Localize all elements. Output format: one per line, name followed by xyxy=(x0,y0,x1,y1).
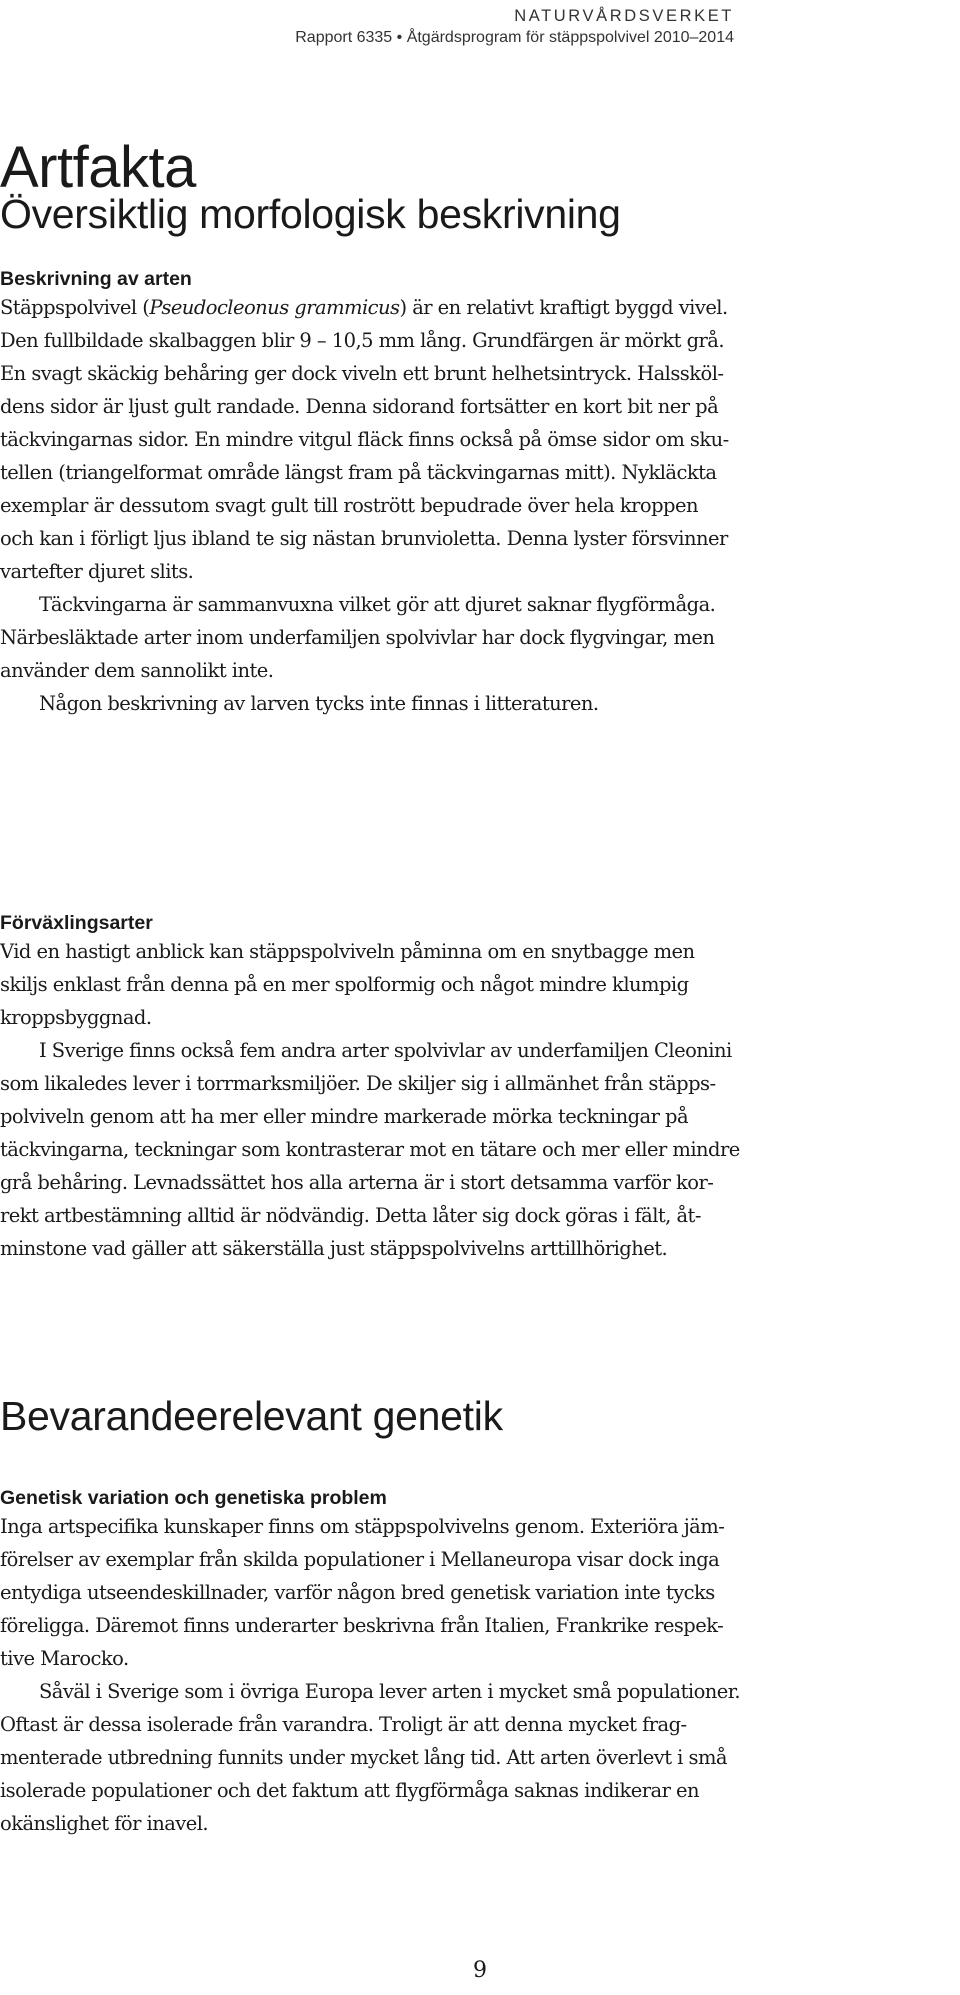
section-heading-morphology: Översiktlig morfologisk beskrivning xyxy=(0,191,621,237)
text-line: använder dem sannolikt inte. xyxy=(0,659,274,682)
text-line: tive Marocko. xyxy=(0,1647,129,1670)
text-line: grå behåring. Levnadssättet hos alla arterna är i stort detsamma varför kor- xyxy=(0,1171,714,1194)
paragraph xyxy=(0,1034,960,1067)
subsection-heading-genetic-variation: Genetisk variation och genetiska problem xyxy=(0,1487,387,1509)
paragraph-continuation xyxy=(0,621,960,687)
subsection-heading-confusion-species: Förväxlingsarter xyxy=(0,912,153,934)
paragraph xyxy=(0,1675,960,1708)
text-line: rekt artbestämning alltid är nödvändig. Detta låter sig dock göras i fält, åt- xyxy=(0,1204,701,1227)
text-line: entydiga utseendeskillnader, varför någon bred genetisk variation inte tycks xyxy=(0,1581,715,1604)
text-line: menterade utbredning funnits under mycket lång tid. Att arten överlevt i små xyxy=(0,1746,727,1769)
text-line: förelser av exemplar från skilda populationer i Mellaneuropa visar dock inga xyxy=(0,1548,720,1571)
text-line: vartefter djuret slits. xyxy=(0,560,194,583)
subsection-heading-description: Beskrivning av arten xyxy=(0,268,192,290)
text-line: Oftast är dessa isolerade från varandra. Troligt är att denna mycket frag- xyxy=(0,1713,687,1736)
text-line: täckvingarnas sidor. En mindre vitgul fläck finns också på ömse sidor om sku- xyxy=(0,428,729,451)
paragraph xyxy=(0,291,960,588)
text-line: och kan i förligt ljus ibland te sig nästan brunvioletta. Denna lyster försvinner xyxy=(0,527,728,550)
paragraph-continuation xyxy=(0,1067,960,1265)
text-line: Den fullbildade skalbaggen blir 9 – 10,5 mm lång. Grundfärgen är mörkt grå. xyxy=(0,329,725,352)
text-line: Närbesläktade arter inom underfamiljen spolvivlar har dock flygvingar, men xyxy=(0,626,715,649)
confusion-species-body xyxy=(0,935,960,1265)
text-line: En svagt skäckig behåring ger dock viveln ett brunt helhetsintryck. Halssköl- xyxy=(0,362,724,385)
text-line: I Sverige finns också fem andra arter spolvivlar av underfamiljen Cleonini xyxy=(39,1039,732,1062)
text-line: Stäppspolvivel (Pseudocleonus grammicus) är en relativt kraftigt byggd vivel. xyxy=(0,296,728,319)
paragraph-continuation xyxy=(0,1708,960,1840)
text-line: Inga artspecifika kunskaper finns om stäppspolvivelns genom. Exteriöra jäm- xyxy=(0,1515,725,1538)
section-heading-genetics: Bevarandeerelevant genetik xyxy=(0,1393,503,1439)
text-line: täckvingarna, teckningar som kontrasterar mot en tätare och mer eller mindre xyxy=(0,1138,740,1161)
text-line: Såväl i Sverige som i övriga Europa lever arten i mycket små populationer. xyxy=(39,1680,741,1703)
text-line: exemplar är dessutom svagt gult till rostrött bepudrade över hela kroppen xyxy=(0,494,698,517)
text-line: okänslighet för inavel. xyxy=(0,1812,209,1835)
page-number: 9 xyxy=(473,1958,487,1983)
text-line: skiljs enklast från denna på en mer spolformig och något mindre klumpig xyxy=(0,973,689,996)
description-body xyxy=(0,291,960,720)
paragraph xyxy=(0,588,960,621)
text-line: Täckvingarna är sammanvuxna vilket gör att djuret saknar flygförmåga. xyxy=(39,593,716,616)
text-line: dens sidor är ljust gult randade. Denna sidorand fortsätter en kort bit ner på xyxy=(0,395,719,418)
text-line: föreligga. Däremot finns underarter beskrivna från Italien, Frankrike respek- xyxy=(0,1614,724,1637)
text-line: kroppsbyggnad. xyxy=(0,1006,152,1029)
text-line: polviveln genom att ha mer eller mindre markerade mörka teckningar på xyxy=(0,1105,689,1128)
text-line: Någon beskrivning av larven tycks inte finnas i litteraturen. xyxy=(39,692,599,715)
text-line: isolerade populationer och det faktum att flygförmåga saknas indikerar en xyxy=(0,1779,699,1802)
page-title: Artfakta xyxy=(0,135,196,200)
paragraph xyxy=(0,687,960,720)
genetic-variation-body xyxy=(0,1510,960,1840)
paragraph xyxy=(0,935,960,1034)
text-line: tellen (triangelformat område längst fram på täckvingarnas mitt). Nykläckta xyxy=(0,461,717,484)
paragraph xyxy=(0,1510,960,1675)
header-report-title: Rapport 6335 • Åtgärdsprogram för stäppspolvivel 2010–2014 xyxy=(295,29,734,46)
text-line: minstone vad gäller att säkerställa just stäppspolvivelns arttillhörighet. xyxy=(0,1237,668,1260)
text-line: som likaledes lever i torrmarksmiljöer. De skiljer sig i allmänhet från stäpps- xyxy=(0,1072,716,1095)
scientific-name: Pseudocleonus grammicus xyxy=(149,296,400,319)
running-header xyxy=(295,5,734,49)
text-line: Vid en hastigt anblick kan stäppspolviveln påminna om en snytbagge men xyxy=(0,940,695,963)
header-organization: NATURVÅRDSVERKET xyxy=(514,7,734,25)
